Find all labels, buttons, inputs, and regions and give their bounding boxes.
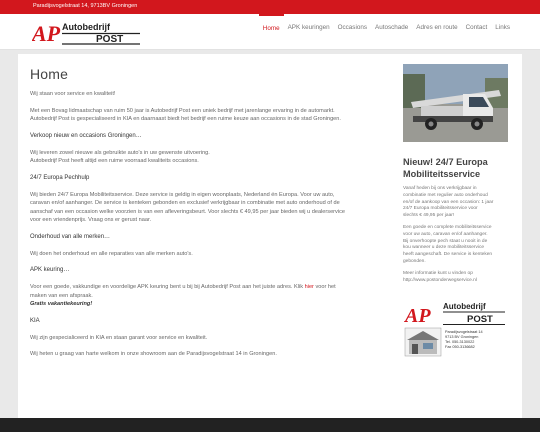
top-bar xyxy=(0,0,540,14)
nav-item-occasions[interactable] xyxy=(334,14,371,50)
nav-label: Autoschade xyxy=(375,24,409,31)
logo-name-line2: POST xyxy=(96,34,124,45)
nav-item-autoschade[interactable] xyxy=(371,14,412,50)
section-title-apk: APK keuring… xyxy=(30,267,70,274)
apk-text-line-2: maken van een afspraak. xyxy=(30,292,93,299)
main-nav xyxy=(259,14,514,50)
card-addr-line4: Fax 050-3136682 xyxy=(445,345,475,350)
verkoop-text-2: Autobedrijf Post heeft altijd een ruime voorraad kwaliteits occasions. xyxy=(30,158,199,165)
pechhulp-line-2: caravan en/of aanhanger. De service is kenteken gebonden en exclusief verkrijgbaar in combinatie met auto onderhoud of de xyxy=(30,200,340,207)
intro-text: Wij staan voor service en kwaliteit! xyxy=(30,91,116,97)
pechhulp-line-3: aanschaf van een occasion welke voorzien is van een afleveringsbeurt. Voor slechts € 49,95 per jaar bieden wij u dealerservice xyxy=(30,208,345,215)
card-addr-line1: Paradijsvogelstraat 14 xyxy=(445,330,483,335)
about-text-1: Met een Bovag lidmaatschap van ruim 50 jaar is Autobedrijf Post een uniek bedrijf met jarenlange ervaring in de automarkt. xyxy=(30,107,335,114)
card-name-line1: Autobedrijf xyxy=(443,302,486,312)
nav-label: Adres en route xyxy=(416,24,458,31)
sidebar-line: Een goede en complete mobiliteitsservice xyxy=(403,224,492,230)
pechhulp-line-4: voor een vriendenprijs. Vraag ons er gerust naar. xyxy=(30,217,152,224)
sidebar-line: Meer informatie kunt u vinden op xyxy=(403,270,473,276)
verkoop-text-1: Wij leveren zowel nieuwe als gebruikte auto's in uw gewenste uitvoering. xyxy=(30,149,210,156)
sidebar-para-1 xyxy=(403,186,513,220)
nav-item-apk-keuringen[interactable] xyxy=(284,14,334,50)
apk-text-post: voor het xyxy=(313,284,336,291)
sidebar-line: 24/7 Europa mobiliteitsservice voor xyxy=(403,206,478,212)
card-name-line2: POST xyxy=(467,314,493,326)
tow-truck-photo xyxy=(403,64,508,142)
sidebar-para-3 xyxy=(403,271,513,285)
sidebar-line: gebonden. xyxy=(403,258,426,264)
sidebar-line: voor uw auto, caravan en/of aanhanger. xyxy=(403,231,488,237)
apk-promo: Gratis vakantiekeuring! xyxy=(30,301,93,308)
nav-label: Contact xyxy=(465,24,488,31)
kia-text: Wij zijn gespecialiceerd in KIA en staan garant voor service en kwaliteit. xyxy=(30,334,208,341)
sidebar-para-2 xyxy=(403,225,513,266)
apk-appointment-link[interactable]: hier xyxy=(304,284,314,291)
nav-item-home[interactable] xyxy=(259,14,284,50)
site-footer xyxy=(0,418,540,432)
logo-mark: AP xyxy=(32,21,61,45)
section-title-verkoop: Verkoop nieuw en occasions Groningen… xyxy=(30,133,142,139)
main-column xyxy=(30,66,390,359)
about-text-2: Autobedrijf Post is gespecialiseerd in KIA en daarnaast biedt het bedrijf een ruime keuze aan occasions in de stad Groningen. xyxy=(30,116,341,123)
sidebar-line: combinatie met regulier auto onderhoud xyxy=(403,192,488,198)
section-title-onderhoud: Onderhoud van alle merken… xyxy=(30,233,111,240)
brand-logo[interactable] xyxy=(32,19,144,45)
pechhulp-line-1: Wij bieden 24/7 Europa Mobiliteitsservice. Deze service is geldig in eigen woonplaats, Nederland én Europa. Voor uw auto, xyxy=(30,191,335,198)
sidebar-line: Vanaf heden bij ons verkrijgbaar in xyxy=(403,186,477,191)
nav-label: Home xyxy=(262,25,280,32)
business-card-image xyxy=(403,300,508,358)
card-addr-line2: 9713 BV Groningen xyxy=(445,335,479,340)
sidebar-line: kou wanneer u deze mobiliteitsservice xyxy=(403,245,485,251)
nav-item-adres-en-route[interactable] xyxy=(412,14,461,50)
card-addr-line3: Tel. 050-3130022 xyxy=(445,340,475,345)
content-panel xyxy=(18,54,522,432)
apk-text-line-1 xyxy=(30,283,390,291)
sidebar-line: Bij onverhoopte pech staat u nooit in de xyxy=(403,238,488,244)
sidebar-line: en/of de aankoop van een occasion: 1 jaar xyxy=(403,199,494,205)
page-title: Home xyxy=(30,66,69,82)
nav-label: Occasions xyxy=(337,24,368,31)
sidebar-url-link[interactable]: http://www.postonderwegservice.nl xyxy=(403,277,477,283)
card-mark: AP xyxy=(405,305,431,328)
logo-name-line1: Autobedrijf xyxy=(62,22,110,32)
sidebar-line: heeft aangeschaft. De service is kenteken xyxy=(403,252,493,258)
apk-text-pre: Voor een goede, vakkundige en voordelige APK keuring bent u bij bij Autobedrijf Post aan het juiste adres. Klik xyxy=(30,284,305,291)
section-title-pechhulp: 24/7 Europa Pechhulp xyxy=(30,175,90,181)
nav-item-contact[interactable] xyxy=(462,14,492,50)
nav-item-links[interactable] xyxy=(491,14,514,50)
sidebar-line: slechts € 49,95 per jaar! xyxy=(403,213,455,219)
sidebar-title: Nieuw! 24/7 Europa Mobiliteitsservice xyxy=(403,157,488,179)
site-header xyxy=(0,14,540,50)
top-bar-address: Paradijsvogelstraat 14, 9713BV Groningen xyxy=(33,3,138,9)
closing-text: Wij heten u graag van harte welkom in onze showroom aan de Paradijsvogelstraat 14 in Groningen. xyxy=(30,351,277,358)
sidebar xyxy=(403,64,513,358)
nav-label: APK keuringen xyxy=(287,24,330,31)
nav-label: Links xyxy=(495,24,510,31)
section-title-kia: KIA xyxy=(30,317,40,324)
onderhoud-text: Wij doen het onderhoud en alle reparaties van alle merken auto's. xyxy=(30,250,193,257)
